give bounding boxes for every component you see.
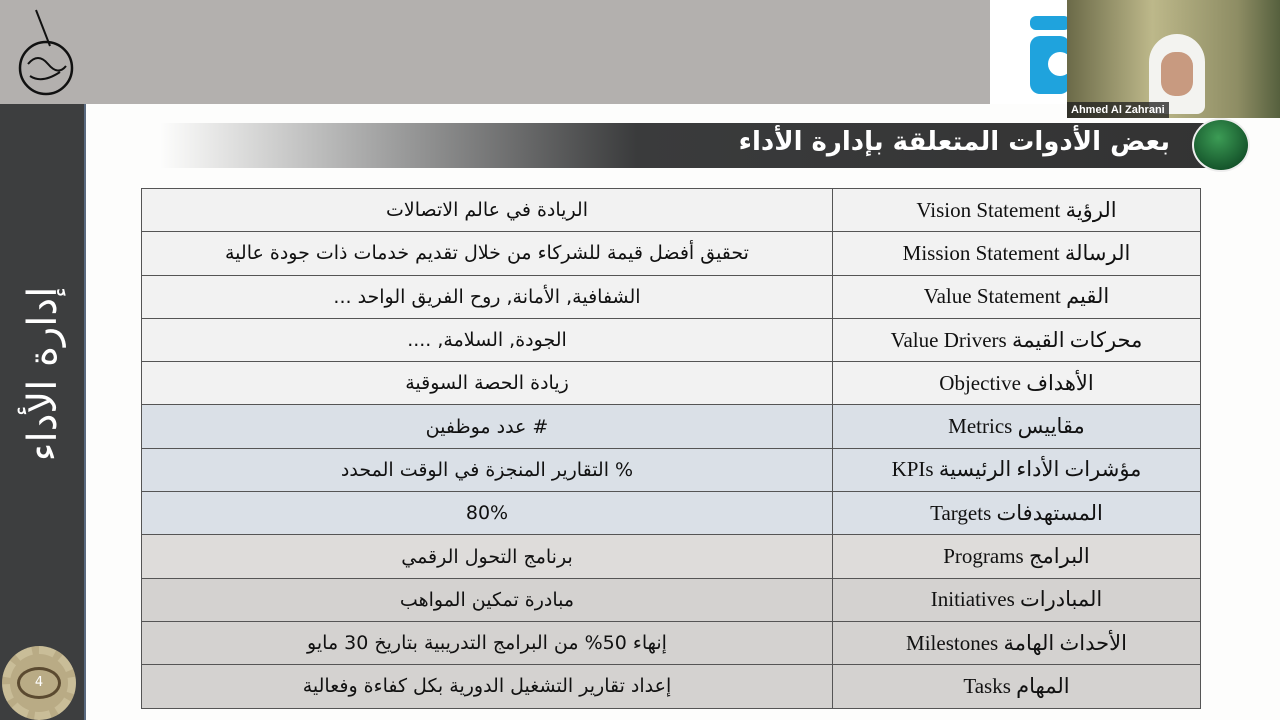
example-cell: تحقيق أفضل قيمة للشركاء من خلال تقديم خدمات ذات جودة عالية: [142, 232, 833, 275]
tools-table: [141, 188, 1201, 709]
table-row: [142, 318, 1201, 361]
table-row: [142, 621, 1201, 664]
table-row: [142, 448, 1201, 491]
video-tile[interactable]: [1067, 0, 1280, 118]
term-cell: المهام Tasks: [833, 665, 1201, 708]
brand-logo: [990, 0, 1070, 104]
term-cell: الرؤية Vision Statement: [833, 189, 1201, 232]
participant-face: [1161, 52, 1193, 96]
example-cell: # عدد موظفين: [142, 405, 833, 448]
table-row: [142, 405, 1201, 448]
table-row: [142, 492, 1201, 535]
term-cell: القيم Value Statement: [833, 275, 1201, 318]
term-cell: الأهداف Objective: [833, 362, 1201, 405]
example-cell: 80%: [142, 492, 833, 535]
term-cell: الرسالة Mission Statement: [833, 232, 1201, 275]
term-cell: المبادرات Initiatives: [833, 578, 1201, 621]
table-row: [142, 535, 1201, 578]
example-cell: الريادة في عالم الاتصالات: [142, 189, 833, 232]
title-bar: [160, 123, 1220, 168]
green-circle-icon: [1192, 118, 1250, 172]
term-cell: الأحداث الهامة Milestones: [833, 621, 1201, 664]
brand-logo-icon: [1030, 16, 1070, 94]
table-row: [142, 665, 1201, 708]
example-cell: % التقارير المنجزة في الوقت المحدد: [142, 448, 833, 491]
table-row: [142, 189, 1201, 232]
participant-name: Ahmed Al Zahrani: [1067, 102, 1169, 118]
sidebar-title: إدارة الأداء: [20, 286, 66, 462]
table-row: [142, 362, 1201, 405]
term-cell: مقاييس Metrics: [833, 405, 1201, 448]
example-cell: إعداد تقارير التشغيل الدورية بكل كفاءة وفعالية: [142, 665, 833, 708]
calligraphy-logo-icon: [14, 6, 74, 98]
example-cell: مبادرة تمكين المواهب: [142, 578, 833, 621]
table-row: [142, 275, 1201, 318]
sidebar: [0, 104, 86, 720]
slide-title: بعض الأدوات المتعلقة بإدارة الأداء: [738, 127, 1170, 157]
table-row: [142, 578, 1201, 621]
example-cell: زيادة الحصة السوقية: [142, 362, 833, 405]
example-cell: إنهاء 50% من البرامج التدريبية بتاريخ 30 مايو: [142, 621, 833, 664]
term-cell: محركات القيمة Value Drivers: [833, 318, 1201, 361]
term-cell: المستهدفات Targets: [833, 492, 1201, 535]
table-row: [142, 232, 1201, 275]
example-cell: الشفافية, الأمانة, روح الفريق الواحد ...: [142, 275, 833, 318]
example-cell: الجودة, السلامة, ....: [142, 318, 833, 361]
example-cell: برنامج التحول الرقمي: [142, 535, 833, 578]
gear-icon: [2, 646, 76, 720]
term-cell: البرامج Programs: [833, 535, 1201, 578]
term-cell: مؤشرات الأداء الرئيسية KPIs: [833, 448, 1201, 491]
slide-header-band: [0, 0, 990, 104]
slide-number: 4: [17, 667, 61, 699]
